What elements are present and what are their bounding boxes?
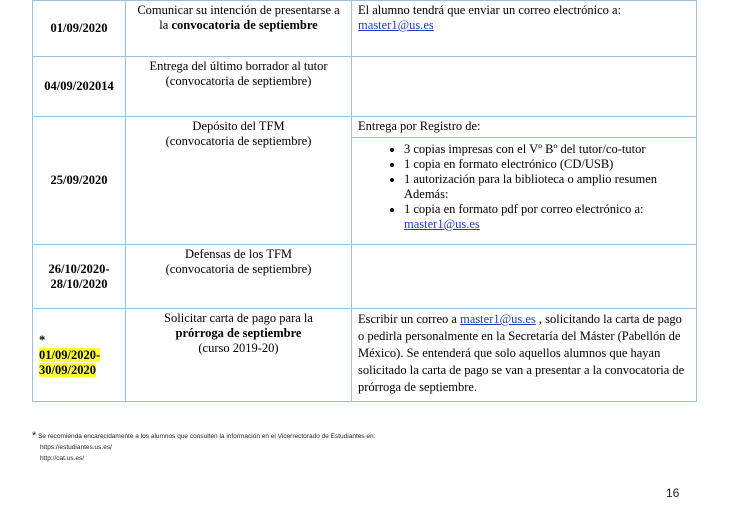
email-link[interactable]: master1@us.es: [404, 217, 480, 231]
activity-subtext: (curso 2019-20): [198, 341, 279, 355]
activity-cell: [126, 1, 352, 57]
activity-cell: [126, 117, 352, 245]
detail-cell: [352, 117, 697, 245]
list-item-text: 1 copia en formato pdf por correo electrónico a:: [404, 202, 644, 216]
date-cell: 01/09/2020: [33, 1, 126, 57]
detail-list-container: [352, 138, 696, 234]
footnote-link-cat[interactable]: http://cat.us.es/: [40, 455, 85, 462]
detail-text: El alumno tendrá que enviar un correo electrónico a:: [358, 3, 622, 17]
activity-subtext: (convocatoria de septiembre): [165, 262, 312, 276]
date-cell: 25/09/2020: [33, 117, 126, 245]
detail-cell: [352, 1, 697, 57]
table-row: [33, 245, 697, 309]
footnote-text: Se recomienda encarecidamente a los alumnos que consulten la información en el Vicerrectorado de Estudiantes en:: [38, 433, 376, 440]
date-cell: 04/09/202014: [33, 57, 126, 117]
footnote: [32, 431, 375, 464]
activity-subtext: (convocatoria de septiembre): [165, 134, 312, 148]
activity-text: Defensas de los TFM: [184, 247, 293, 261]
detail-text-cont: , solicitando la carta de pago o pedirla personalmente en la Secretaría del Máster (Pabellón de México). Se entenderá que solo aquellos alumnos que hayan solicitado la carta de pago se van a presentar a la convocatoria de prórroga de septiembre.: [358, 312, 685, 394]
detail-cell: [352, 245, 697, 309]
date-end: 28/10/2020: [50, 276, 108, 291]
activity-bold: prórroga de septiembre: [175, 326, 302, 340]
detail-cell: [352, 57, 697, 117]
table-row: [33, 309, 697, 402]
date-end-highlighted: 30/09/2020: [39, 362, 96, 377]
footnote-star: *: [32, 430, 37, 442]
date-cell: [33, 245, 126, 309]
detail-text: Escribir un correo a: [358, 312, 457, 326]
page-number: 16: [666, 486, 680, 500]
activity-subtext: (convocatoria de septiembre): [165, 74, 312, 88]
detail-cell: [352, 309, 697, 402]
activity-bold: convocatoria de septiembre: [171, 18, 318, 32]
ademas-label: Además:: [404, 187, 449, 201]
email-link[interactable]: master1@us.es: [358, 18, 434, 32]
footnote-link-estudiantes[interactable]: https://estudiantes.us.es/: [40, 444, 112, 451]
date-start: 26/10/2020-: [48, 261, 110, 276]
table-row: [33, 117, 697, 245]
date-cell: [33, 309, 126, 402]
date-start-highlighted: 01/09/2020-: [39, 347, 101, 362]
list-item: [404, 202, 690, 232]
list-item: • 1 copia en formato electrónico (CD/USB): [404, 157, 690, 172]
table-row: [33, 57, 697, 117]
email-link[interactable]: master1@us.es: [460, 312, 536, 326]
activity-cell: [126, 309, 352, 402]
list-item: • 3 copias impresas con el Vº Bº del tutor/co-tutor: [404, 142, 690, 157]
activity-text: Depósito del TFM: [192, 119, 285, 133]
schedule-table: [32, 0, 697, 402]
deliverables-list-extra: [358, 202, 690, 232]
list-item: • 1 autorización para la biblioteca o amplio resumen: [404, 172, 690, 187]
detail-header: Entrega por Registro de:: [352, 117, 696, 138]
activity-text: Comunicar su intención de presentarse a la: [137, 3, 340, 32]
footnote-star: *: [39, 332, 46, 347]
activity-cell: [126, 57, 352, 117]
activity-text: Solicitar carta de pago para la: [164, 311, 313, 325]
deliverables-list: [358, 142, 690, 187]
activity-cell: [126, 245, 352, 309]
table-row: [33, 1, 697, 57]
activity-text: Entrega del último borrador al tutor: [149, 59, 328, 73]
